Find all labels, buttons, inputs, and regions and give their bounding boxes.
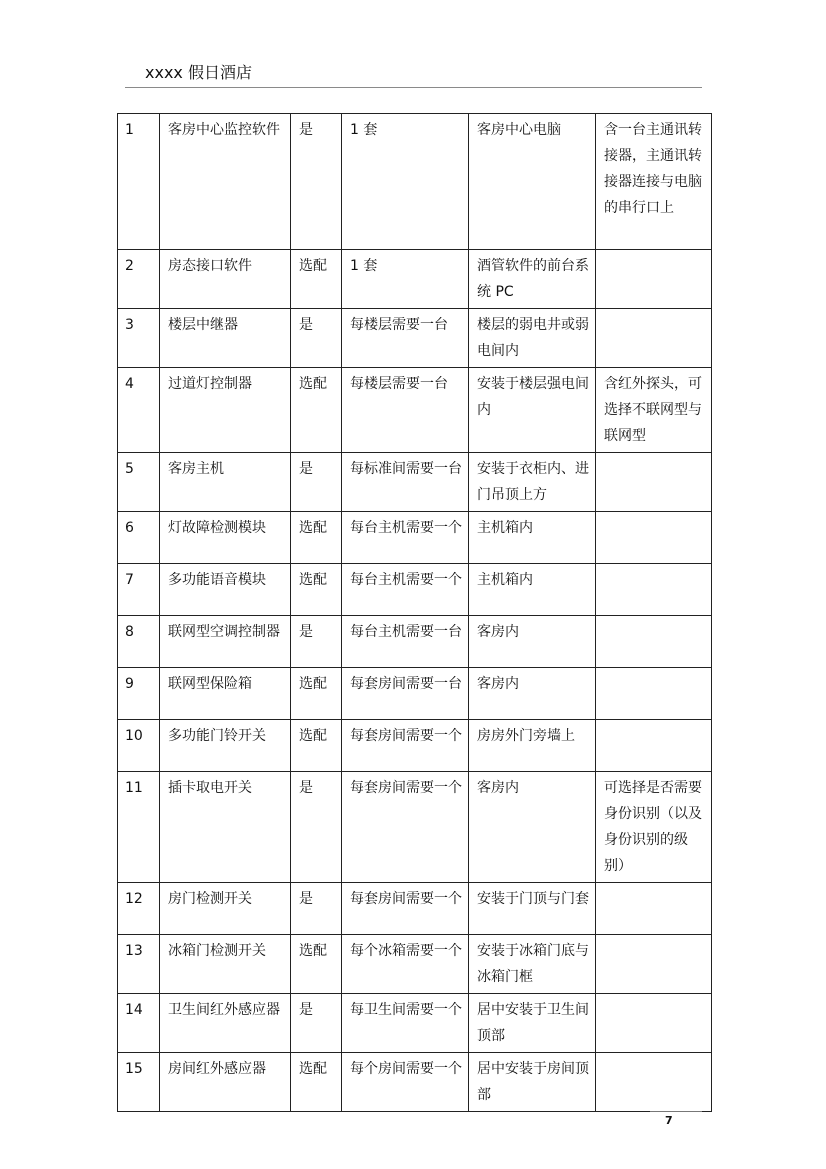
item-location: 安装于楼层强电间内 — [469, 368, 596, 453]
table-row — [118, 114, 712, 250]
row-number: 14 — [118, 994, 160, 1053]
row-number: 3 — [118, 309, 160, 368]
item-quantity: 每套房间需要一台 — [342, 668, 469, 720]
item-name: 房间红外感应器 — [160, 1053, 291, 1112]
item-location: 酒管软件的前台系统 PC — [469, 250, 596, 309]
item-name: 过道灯控制器 — [160, 368, 291, 453]
item-note — [596, 512, 712, 564]
item-quantity: 每卫生间需要一个 — [342, 994, 469, 1053]
equipment-table — [117, 113, 712, 1112]
item-quantity: 1 套 — [342, 114, 469, 250]
row-number: 11 — [118, 772, 160, 883]
item-location: 客房中心电脑 — [469, 114, 596, 250]
item-standard: 选配 — [291, 935, 342, 994]
item-location: 主机箱内 — [469, 564, 596, 616]
item-note: 可选择是否需要身份识别（以及身份识别的级别） — [596, 772, 712, 883]
item-note — [596, 720, 712, 772]
row-number: 4 — [118, 368, 160, 453]
row-number: 1 — [118, 114, 160, 250]
item-quantity: 每个房间需要一个 — [342, 1053, 469, 1112]
item-name: 多功能门铃开关 — [160, 720, 291, 772]
item-note — [596, 250, 712, 309]
item-note — [596, 994, 712, 1053]
item-note — [596, 883, 712, 935]
table-row — [118, 883, 712, 935]
item-location: 客房内 — [469, 616, 596, 668]
item-note: 含一台主通讯转接器，主通讯转接器连接与电脑的串行口上 — [596, 114, 712, 250]
item-location: 安装于门顶与门套 — [469, 883, 596, 935]
item-standard: 选配 — [291, 720, 342, 772]
item-quantity: 每台主机需要一台 — [342, 616, 469, 668]
row-number: 2 — [118, 250, 160, 309]
item-name: 房态接口软件 — [160, 250, 291, 309]
header-divider — [125, 87, 702, 88]
item-note — [596, 1053, 712, 1112]
item-location: 客房内 — [469, 668, 596, 720]
row-number: 6 — [118, 512, 160, 564]
table-row — [118, 668, 712, 720]
item-standard: 选配 — [291, 250, 342, 309]
item-note — [596, 935, 712, 994]
item-standard: 选配 — [291, 368, 342, 453]
item-note — [596, 309, 712, 368]
item-quantity: 每台主机需要一个 — [342, 512, 469, 564]
item-location: 楼层的弱电井或弱电间内 — [469, 309, 596, 368]
item-standard: 是 — [291, 883, 342, 935]
item-quantity: 每个冰箱需要一个 — [342, 935, 469, 994]
page-header-title: xxxx 假日酒店 — [145, 63, 252, 82]
equipment-table-body — [118, 114, 712, 1112]
item-name: 联网型空调控制器 — [160, 616, 291, 668]
table-row — [118, 616, 712, 668]
table-row — [118, 994, 712, 1053]
item-standard: 选配 — [291, 1053, 342, 1112]
page-number: 7 — [665, 1114, 673, 1127]
item-standard: 是 — [291, 309, 342, 368]
table-row — [118, 1053, 712, 1112]
table-row — [118, 935, 712, 994]
item-note — [596, 668, 712, 720]
item-standard: 是 — [291, 772, 342, 883]
item-note — [596, 453, 712, 512]
item-quantity: 每套房间需要一个 — [342, 720, 469, 772]
row-number: 8 — [118, 616, 160, 668]
item-name: 楼层中继器 — [160, 309, 291, 368]
item-name: 多功能语音模块 — [160, 564, 291, 616]
item-standard: 是 — [291, 453, 342, 512]
item-name: 卫生间红外感应器 — [160, 994, 291, 1053]
item-note: 含红外探头，可选择不联网型与联网型 — [596, 368, 712, 453]
item-location: 安装于衣柜内、进门吊顶上方 — [469, 453, 596, 512]
item-name: 房门检测开关 — [160, 883, 291, 935]
item-standard: 是 — [291, 616, 342, 668]
table-row — [118, 368, 712, 453]
item-name: 插卡取电开关 — [160, 772, 291, 883]
item-location: 安装于冰箱门底与冰箱门框 — [469, 935, 596, 994]
item-note — [596, 564, 712, 616]
table-row — [118, 772, 712, 883]
item-location: 居中安装于卫生间顶部 — [469, 994, 596, 1053]
item-standard: 是 — [291, 994, 342, 1053]
item-name: 联网型保险箱 — [160, 668, 291, 720]
row-number: 12 — [118, 883, 160, 935]
table-row — [118, 512, 712, 564]
table-row — [118, 309, 712, 368]
item-location: 居中安装于房间顶部 — [469, 1053, 596, 1112]
item-quantity: 1 套 — [342, 250, 469, 309]
row-number: 10 — [118, 720, 160, 772]
row-number: 9 — [118, 668, 160, 720]
item-quantity: 每楼层需要一台 — [342, 309, 469, 368]
item-quantity: 每套房间需要一个 — [342, 772, 469, 883]
footer-divider — [650, 1111, 702, 1112]
item-standard: 选配 — [291, 512, 342, 564]
item-standard: 选配 — [291, 668, 342, 720]
table-row — [118, 564, 712, 616]
item-note — [596, 616, 712, 668]
item-quantity: 每套房间需要一个 — [342, 883, 469, 935]
item-standard: 是 — [291, 114, 342, 250]
item-quantity: 每台主机需要一个 — [342, 564, 469, 616]
row-number: 13 — [118, 935, 160, 994]
row-number: 15 — [118, 1053, 160, 1112]
item-location: 房房外门旁墙上 — [469, 720, 596, 772]
row-number: 7 — [118, 564, 160, 616]
table-row — [118, 453, 712, 512]
item-name: 客房主机 — [160, 453, 291, 512]
item-quantity: 每楼层需要一台 — [342, 368, 469, 453]
item-location: 客房内 — [469, 772, 596, 883]
table-row — [118, 720, 712, 772]
item-location: 主机箱内 — [469, 512, 596, 564]
item-standard: 选配 — [291, 564, 342, 616]
item-name: 客房中心监控软件 — [160, 114, 291, 250]
item-name: 灯故障检测模块 — [160, 512, 291, 564]
item-quantity: 每标准间需要一台 — [342, 453, 469, 512]
table-row — [118, 250, 712, 309]
item-name: 冰箱门检测开关 — [160, 935, 291, 994]
row-number: 5 — [118, 453, 160, 512]
